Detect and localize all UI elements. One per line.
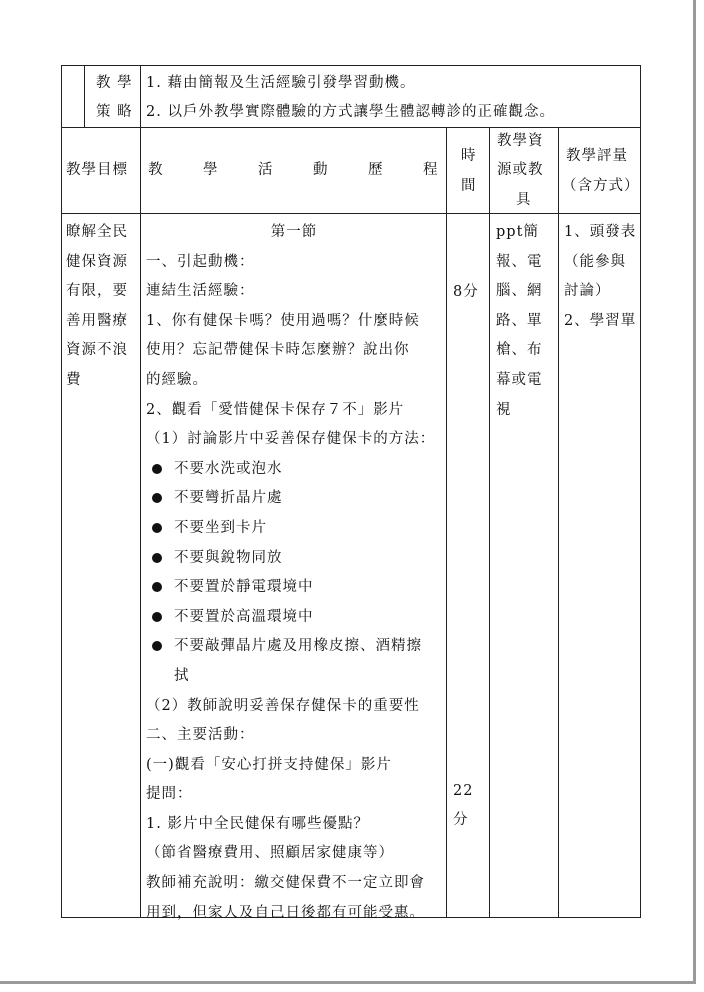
assessment-line: 1、頭發表: [564, 224, 637, 240]
time-second-number: 22: [453, 783, 474, 799]
assessment-line: （能參與: [564, 253, 626, 270]
header-assessment-1: 教學評量: [566, 148, 628, 164]
bullet-continuation: 拭: [174, 667, 190, 684]
activity-line: 使用？忘記帶健保卡時怎麼辦？說出你: [146, 342, 410, 359]
activity-line: 一、引起動機：: [146, 253, 255, 270]
activity-line: 連結生活經驗：: [146, 283, 255, 300]
bullet-item: 不要敲彈晶片處及用橡皮擦、酒精擦: [146, 632, 442, 662]
goal-column: [66, 218, 128, 396]
time-first: 8分: [453, 284, 479, 300]
bullet-dot-icon: [152, 464, 162, 474]
goal-line: 費: [66, 371, 82, 388]
activity-line: 2、觀看「愛惜健保卡保存７不」影片: [146, 401, 405, 418]
activity-line: 1. 影片中全民健保有哪些優點？: [146, 815, 369, 832]
activity-line: (一)觀看「安心打拼支持健保」影片: [146, 756, 392, 773]
goal-line: 瞭解全民: [66, 224, 128, 240]
resource-line: 槍、布: [496, 342, 543, 359]
activity-line: （1）討論影片中妥善保存健保卡的方法：: [146, 431, 436, 448]
assessment-line: 2、學習單: [564, 312, 637, 329]
bullet-dot-icon: [152, 553, 162, 563]
header-time-2: 間: [461, 178, 477, 194]
strategy-label-top: 教 學: [96, 75, 133, 91]
bullet-item: 不要坐到卡片: [146, 514, 442, 544]
activity-column: [146, 218, 442, 928]
strategy-line-1: 1. 藉由簡報及生活經驗引發學習動機。: [146, 75, 416, 91]
goal-line: 健保資源: [66, 253, 128, 270]
assessment-line: 討論）: [564, 283, 611, 300]
header-assessment-2: （含方式）: [562, 178, 640, 194]
header-activity: 教 學 活 動 歷 程: [148, 162, 451, 178]
table-border-left: [61, 65, 62, 918]
column-divider-time: [489, 127, 490, 918]
column-divider-activity: [446, 127, 447, 918]
bullet-item: 不要置於高溫環境中: [146, 603, 442, 633]
activity-line: （節省醫療費用、照顧居家健康等）: [146, 845, 394, 862]
header-time-1: 時: [461, 148, 477, 164]
assessment-column: [564, 218, 636, 336]
resource-line: 視: [496, 401, 512, 418]
resource-column: [496, 218, 543, 425]
goal-line: 有限，要: [66, 283, 128, 300]
bullet-dot-icon: [152, 523, 162, 533]
resource-line: 路、單: [496, 312, 543, 329]
column-divider-resource: [558, 127, 559, 918]
activity-line: 1、你有健保卡嗎？使用過嗎？什麼時候: [146, 312, 420, 329]
strategy-label-bottom: 策 略: [96, 104, 133, 120]
header-resource-1: 教學資: [497, 133, 544, 149]
table-border-top: [61, 65, 640, 66]
activity-line: 教師補充說明：繳交健保費不一定立即會: [146, 875, 425, 892]
activity-line: 用到，但家人及自己日後都有可能受惠。: [146, 904, 425, 921]
bullet-item: 不要彎折晶片處: [146, 484, 442, 514]
strategy-inner-line: [84, 65, 85, 128]
resource-line: 腦、網: [496, 283, 543, 300]
bullet-item: 不要置於靜電環境中: [146, 573, 442, 603]
bullet-dot-icon: [152, 582, 162, 592]
strategy-line-2: 2. 以戶外教學實際體驗的方式讓學生體認轉診的正確觀念。: [146, 104, 555, 120]
table-border-right: [640, 65, 641, 918]
header-resource-2: 源或教: [497, 162, 544, 178]
bullet-dot-icon: [152, 493, 162, 503]
activity-line: 提問：: [146, 786, 193, 803]
column-divider-goal: [140, 65, 141, 918]
bullet-dot-icon: [152, 612, 162, 622]
resource-line: 幕或電: [496, 371, 543, 388]
activity-line: 的經驗。: [146, 371, 208, 388]
section-title: 第一節: [270, 224, 318, 240]
header-resource-3: 具: [516, 192, 532, 208]
table-header-bottom: [61, 213, 640, 214]
time-second-unit: 分: [453, 812, 469, 828]
resource-line: 報、電: [496, 253, 543, 270]
activity-line: 二、主要活動：: [146, 727, 255, 744]
resource-line: ppt簡: [496, 224, 539, 240]
header-goal: 教學目標: [66, 162, 128, 178]
activity-line: （2）教師說明妥善保存健保卡的重要性: [146, 697, 420, 714]
goal-line: 資源不浪: [66, 342, 128, 359]
bullet-dot-icon: [152, 641, 162, 651]
bullet-item: 不要與銳物同放: [146, 544, 442, 574]
goal-line: 善用醫療: [66, 312, 128, 329]
bullet-item: 不要水洗或泡水: [146, 455, 442, 485]
